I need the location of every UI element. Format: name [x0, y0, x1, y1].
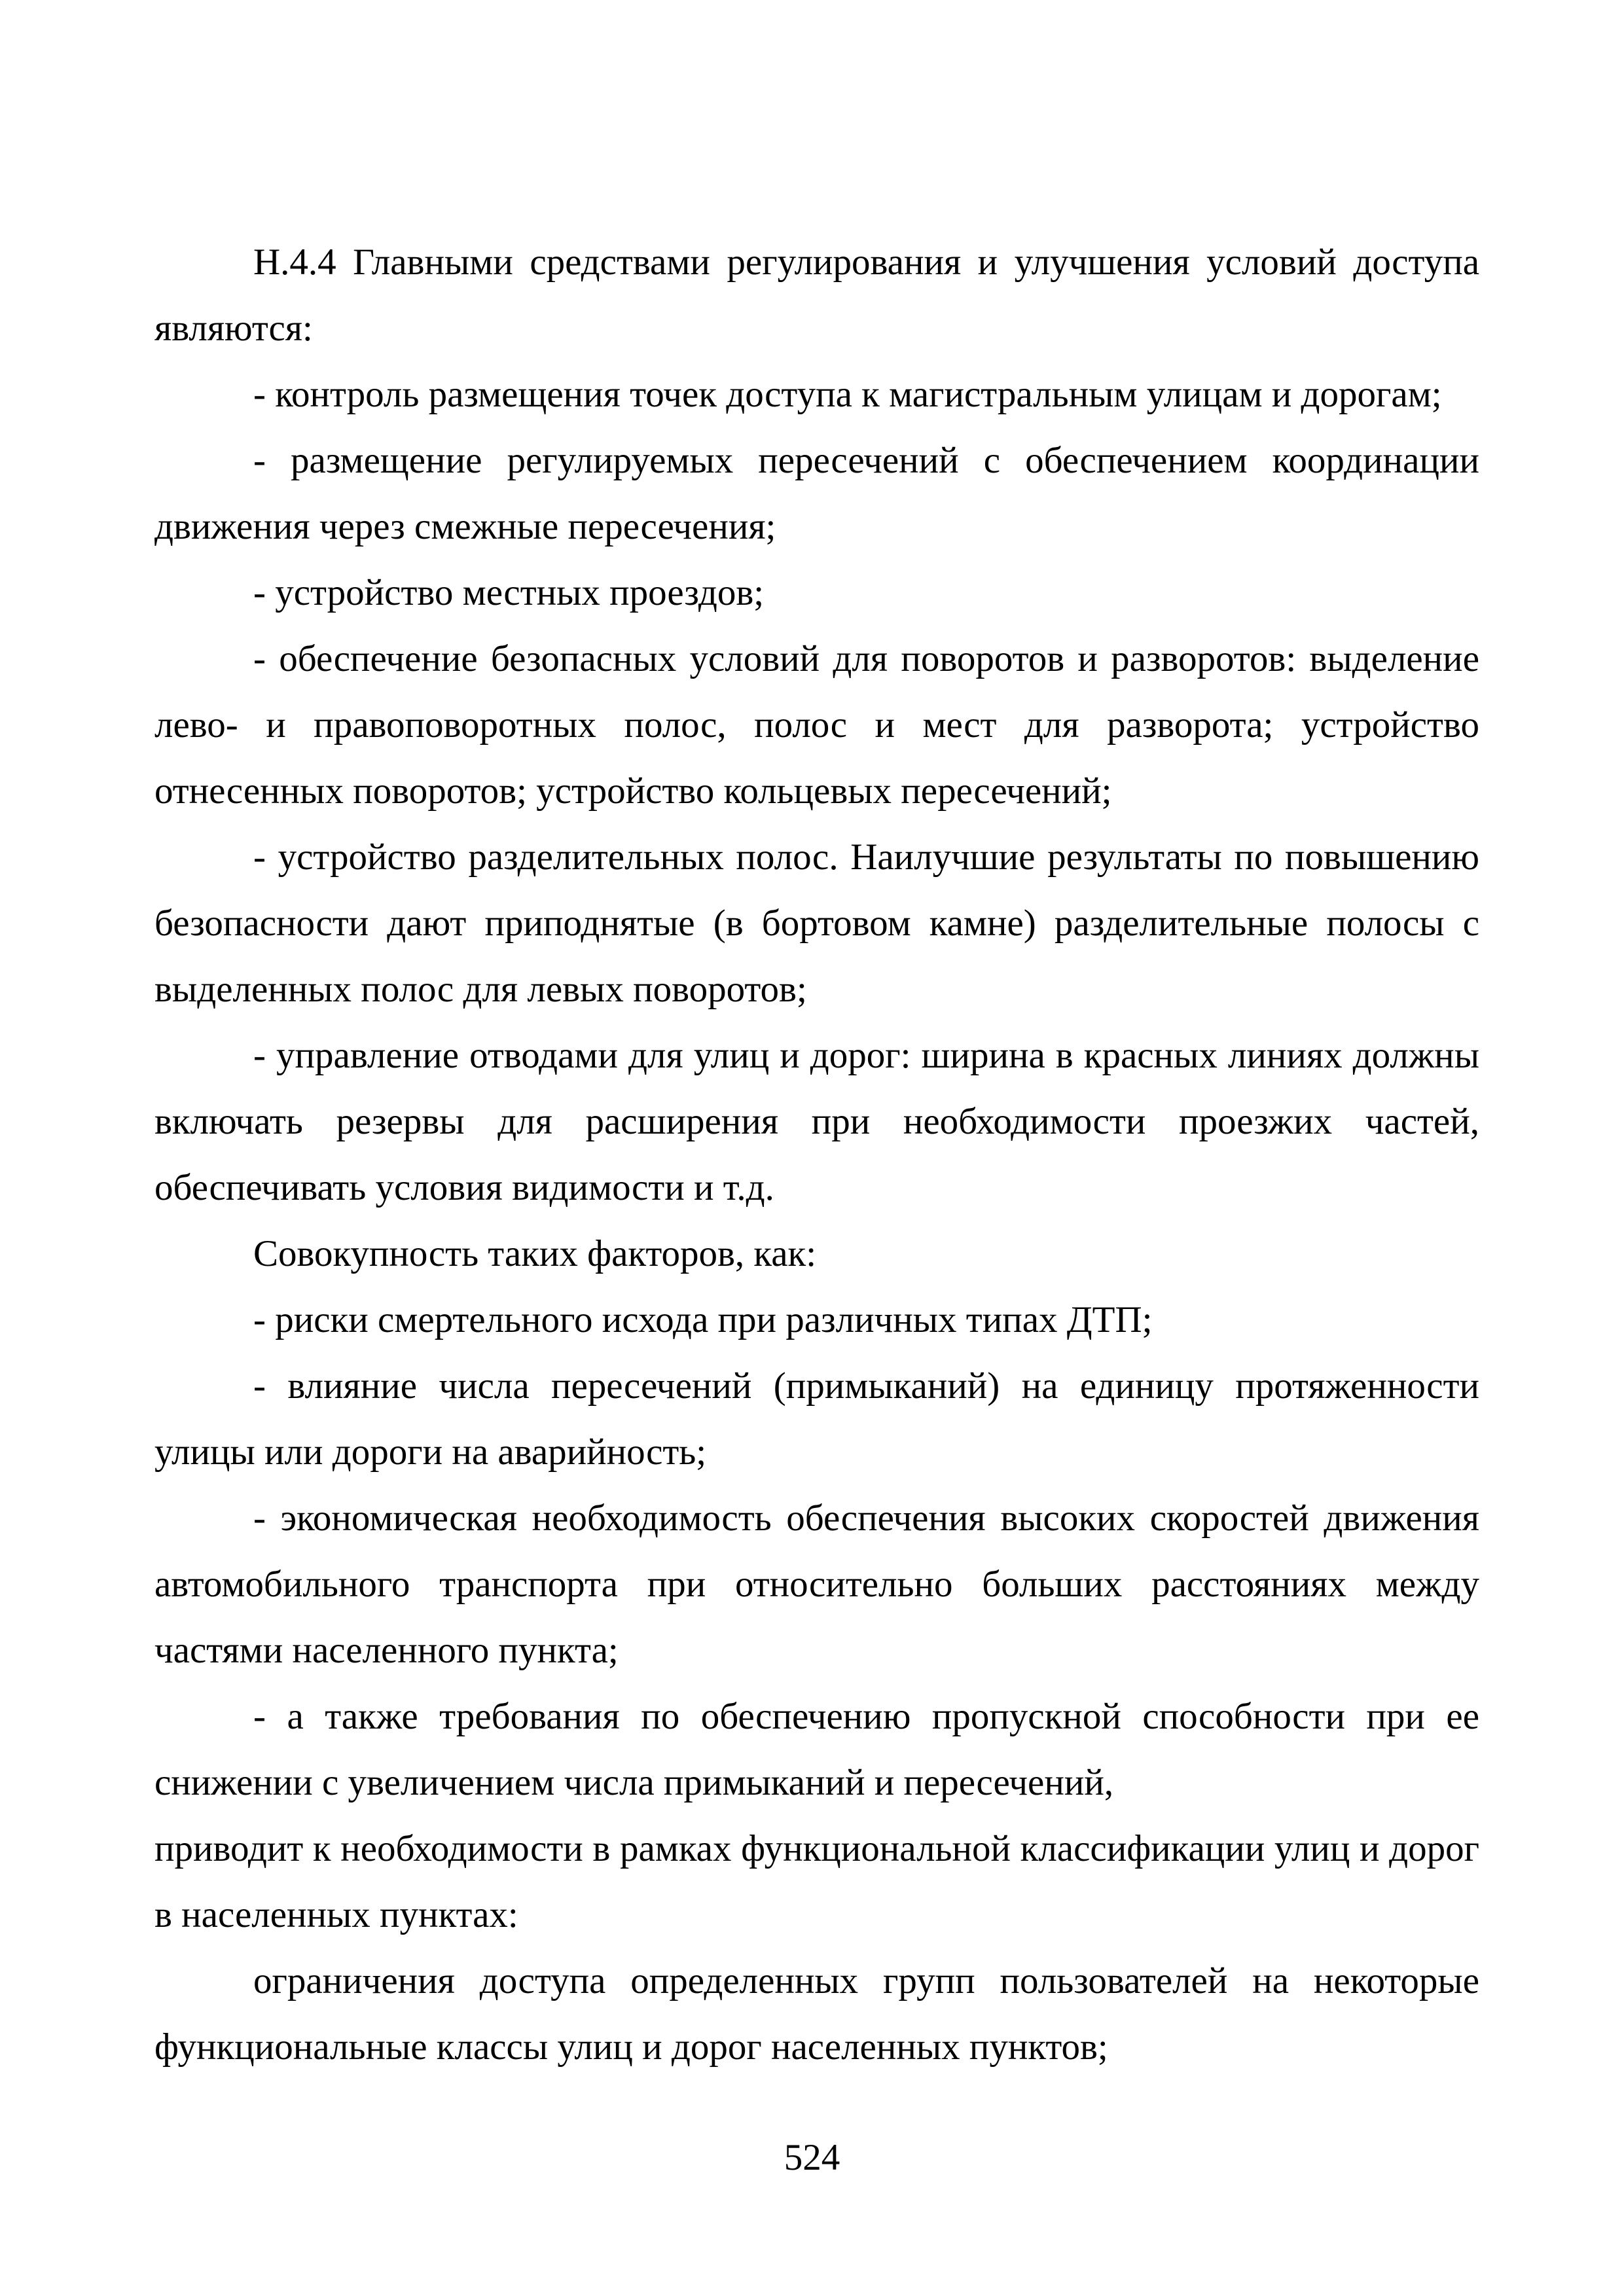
- paragraph-access-restriction: ограничения доступа определенных групп пользователей на некоторые функциональные классы улиц и дорог населенных пунктов;: [154, 1960, 1479, 2068]
- paragraph-conclusion: приводит к необходимости в рамках функциональной классификации улиц и дорог в населенных пунктах:: [154, 1828, 1479, 1935]
- list-item-right-of-way: - управление отводами для улиц и дорог: ширина в красных линиях должны включать резервы для расширения при необходимости проезжих частей, обеспечивать условия видимости и т.д.: [154, 1035, 1479, 1208]
- list-item-fatality-risks: - риски смертельного исхода при различных типах ДТП;: [253, 1299, 1153, 1340]
- page-number: 524: [784, 2137, 840, 2178]
- list-item-regulated-intersections: - размещение регулируемых пересечений с обеспечением координации движения через смежные пересечения;: [154, 440, 1479, 547]
- document-body: [154, 229, 1479, 2080]
- list-item-safe-turns: - обеспечение безопасных условий для поворотов и разворотов: выделение лево- и правоповоротных полос, полос и мест для разворота; устройство отнесенных поворотов; устройство кольцевых пересечений;: [154, 638, 1479, 812]
- paragraph-factors-intro: Совокупность таких факторов, как:: [253, 1233, 817, 1274]
- list-item-intersection-density: - влияние числа пересечений (примыканий) на единицу протяженности улицы или дороги на аварийность;: [154, 1365, 1479, 1473]
- list-item-access-points: - контроль размещения точек доступа к магистральным улицам и дорогам;: [253, 374, 1442, 415]
- list-item-capacity: - а также требования по обеспечению пропускной способности при ее снижении с увеличением числа примыканий и пересечений,: [154, 1696, 1479, 1803]
- list-item-dividing-strips: - устройство разделительных полос. Наилучшие результаты по повышению безопасности дают приподнятые (в бортовом камне) разделительные полосы с выделенных полос для левых поворотов;: [154, 836, 1479, 1010]
- list-item-local-driveways: - устройство местных проездов;: [253, 572, 765, 613]
- paragraph-intro: Н.4.4 Главными средствами регулирования и улучшения условий доступа являются:: [154, 242, 1479, 349]
- list-item-economic-speed: - экономическая необходимость обеспечения высоких скоростей движения автомобильного транспорта при относительно больших расстояниях между частями населенного пункта;: [154, 1498, 1479, 1671]
